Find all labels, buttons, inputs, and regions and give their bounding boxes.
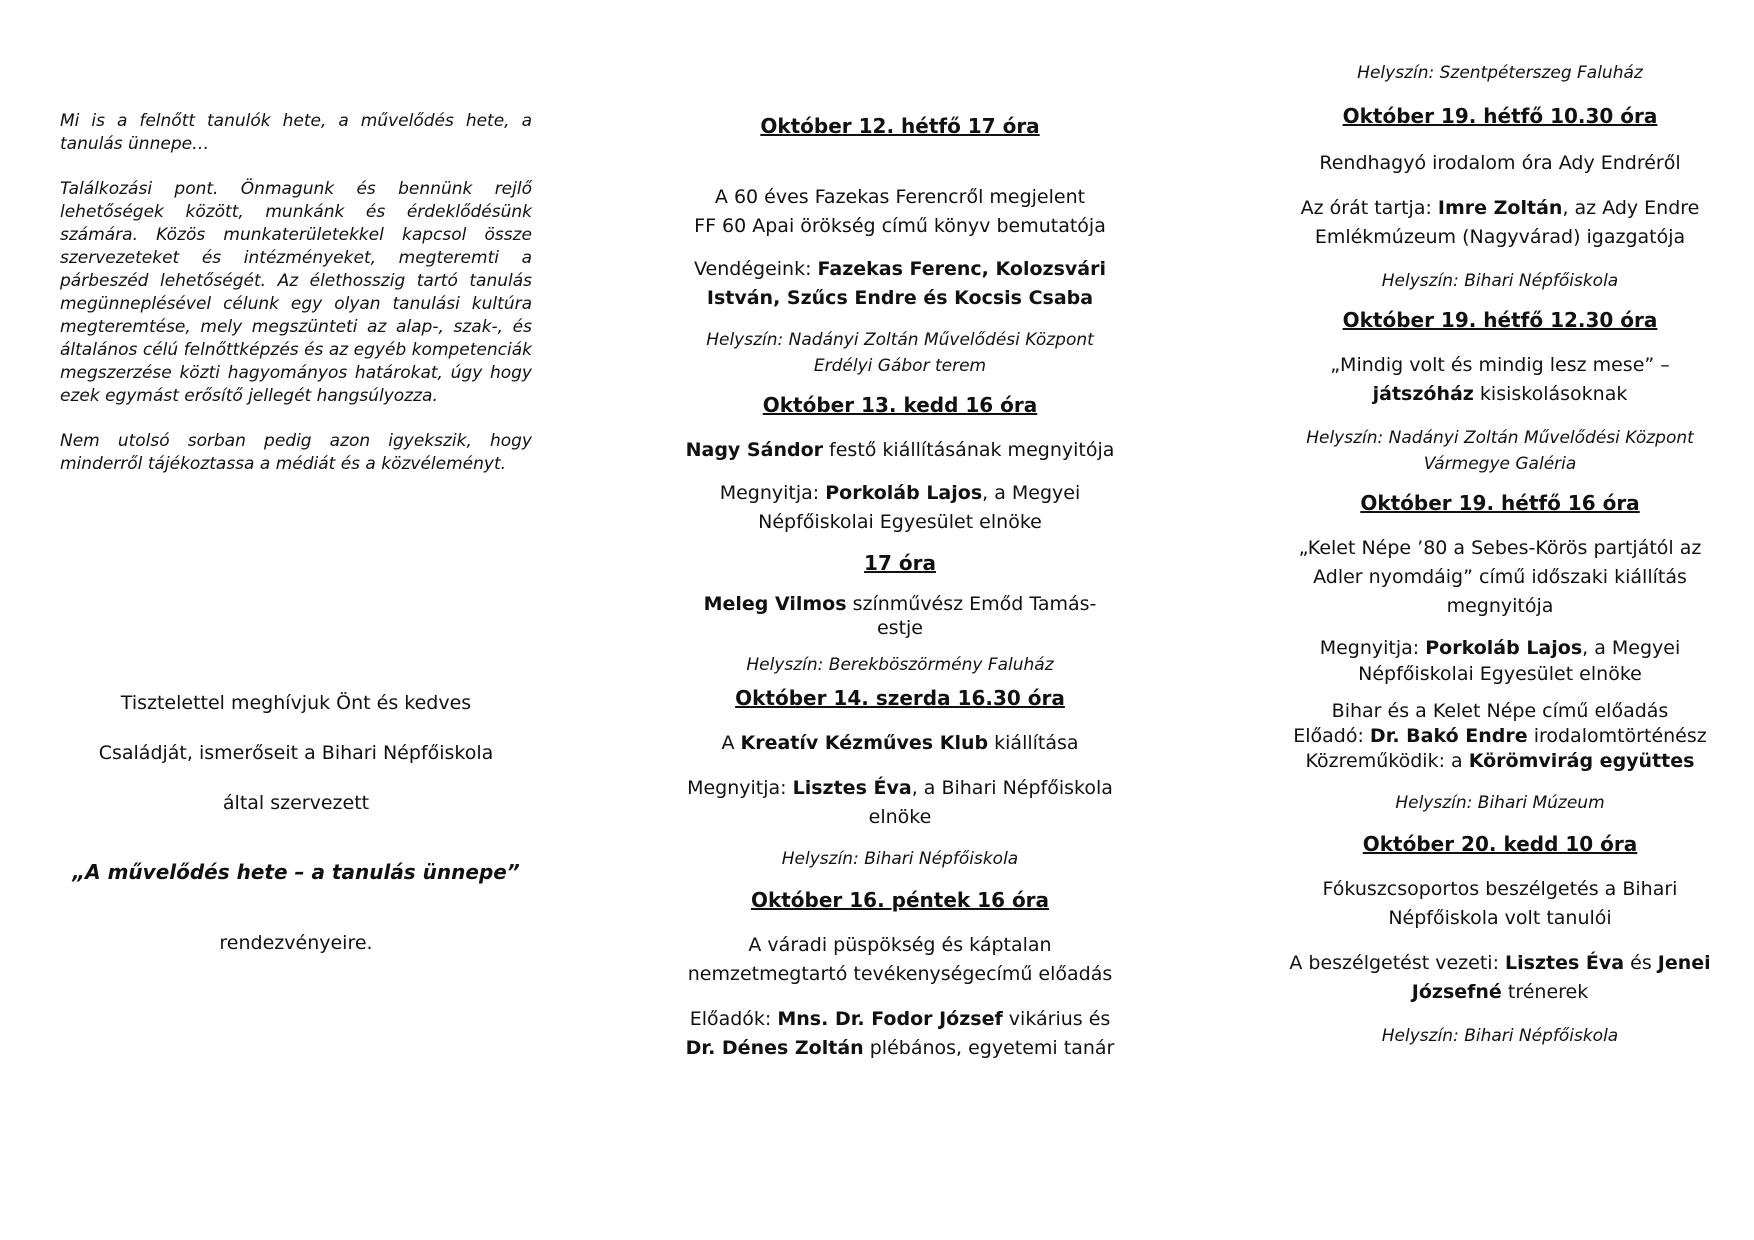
desc-line: nemzetmegtartó tevékenységecímű előadás [687,963,1113,985]
desc-line: „Kelet Népe ’80 a Sebes-Körös partjától az [1298,537,1702,559]
event-description [1250,875,1750,933]
event-heading: Október 19. hétfő 16 óra [1360,491,1640,515]
event-heading: Október 19. hétfő 10.30 óra [1342,104,1658,128]
event-description [650,183,1150,241]
host-label: Az órát tartja: [1300,197,1438,219]
event-oct19-1230 [1250,306,1750,477]
speaker-name: Mns. Dr. Fodor József [777,1008,1003,1030]
event-description [650,592,1150,640]
opener-name: Porkoláb Lajos [1425,637,1583,659]
leader-name: Jenei [1657,952,1711,974]
event-oct12 [650,112,1150,379]
desc-text: „Mindig volt és mindig lesz mese” – [1330,354,1670,376]
event-heading: Október 16. péntek 16 óra [750,888,1050,912]
opener-name: Porkoláb Lajos [825,482,983,504]
event-heading: 17 óra [864,551,936,575]
guests-names: István, Szűcs Endre és Kocsis Csaba [706,287,1094,309]
event-location: Helyszín: Bihari Népfőiskola [781,849,1019,869]
event-oct14 [650,684,1150,872]
speaker-role: plébános, egyetemi tanár [863,1037,1115,1059]
opener-role: Népfőiskolai Egyesület elnöke [1358,663,1642,685]
program-middle-column [650,112,1150,1063]
desc-line: FF 60 Apai örökség című könyv bemutatója [694,215,1106,237]
desc-text: estje [876,617,923,639]
event-talk [1250,699,1750,774]
coop-label: Közreműködik: a [1305,750,1469,772]
invitation-line-2: Családját, ismerőseit a Bihari Népfőiskola [98,742,494,764]
event-oct19-1030 [1250,102,1750,294]
performer-name: Meleg Vilmos [703,593,847,615]
event-description [650,729,1150,758]
opener-label: Megnyitja: [719,482,826,504]
event-description [1250,351,1750,409]
event-speakers [650,1005,1150,1063]
desc-text: A [721,732,741,754]
opener-label: Megnyitja: [1319,637,1426,659]
desc-text: festő kiállításának megnyitója [823,439,1115,461]
opener-label: Megnyitja: [687,777,793,799]
event-opener [1250,635,1750,687]
event-oct13-17 [650,549,1150,678]
desc-line: Fókuszcsoportos beszélgetés a Bihari [1322,878,1678,900]
location-line: Helyszín: Nadányi Zoltán Művelődési Központ [1306,428,1694,448]
event-location [650,327,1150,379]
event-description [650,436,1150,465]
program-right-column [1250,60,1750,1049]
desc-line: Adler nyomdáig” című időszaki kiállítás [1313,566,1687,588]
guests-names: Fazekas Ferenc, Kolozsvári [817,258,1106,280]
event-oct16 [650,886,1150,1063]
leader-name: Lisztes Éva [1505,952,1625,974]
intro-paragraph-2: Találkozási pont. Önmagunk és bennünk rejlő lehetőségek között, munkánk és érdeklődésünk számára. Közös munkaterületekkel kapcsol össze szervezeteket és intézményeket, megteremti a párbeszéd lehetőségét. Az élethosszig tartó tanulás megünneplésével célunk egy olyan tanulási kultúra megteremtése, mely megszünteti az alap-, szak-, és általános célú felnőttképzés és az egyéb kompetenciák megszerzése közti hagyományos határokat, úgy hogy ezek egymást erősítő jellegét hangsúlyozza. [60,179,532,406]
speakers-label: Előadók: [689,1008,778,1030]
opener-role: Népfőiskolai Egyesület elnöke [758,511,1042,533]
event-heading: Október 19. hétfő 12.30 óra [1342,308,1658,332]
event-heading: Október 12. hétfő 17 óra [760,114,1040,138]
desc-line: A váradi püspökség és káptalan [748,934,1052,956]
location-line: Helyszín: Nadányi Zoltán Művelődési Központ [706,330,1094,350]
opener-role: , a Megyei [1582,637,1681,659]
event-oct20 [1250,830,1750,1049]
desc-text: kisiskolásoknak [1473,383,1628,405]
club-name: Kreatív Kézműves Klub [740,732,989,754]
guests-label: Vendégeink: [694,258,812,280]
opener-role: elnöke [868,806,932,828]
event-heading: Október 13. kedd 16 óra [762,393,1038,417]
leaders-role: trénerek [1501,981,1589,1003]
event-heading: Október 20. kedd 10 óra [1362,832,1638,856]
desc-line: A 60 éves Fazekas Ferencről megjelent [714,186,1086,208]
intro-paragraph-3: Nem utolsó sorban pedig azon igyekszik, hogy minderről tájékoztassa a médiát és a közvéleményt. [60,431,532,474]
event-oct13 [650,391,1150,537]
ensemble-name: Körömvirág együttes [1468,750,1695,772]
desc-text: kiállítása [988,732,1079,754]
speaker-name: Dr. Dénes Zoltán [685,1037,864,1059]
talk-title: Bihar és a Kelet Népe című előadás [1331,700,1669,722]
speaker-label: Előadó: [1293,725,1370,747]
event-opener [650,774,1150,832]
conjunction: és [1624,952,1658,974]
invitation-line-1: Tisztelettel meghívjuk Önt és kedves [120,692,472,714]
event-host [1250,194,1750,252]
event-series-title: „A művelődés hete – a tanulás ünnepe” [72,860,520,884]
location-line: Vármegye Galéria [1423,454,1577,474]
host-role: Emlékmúzeum (Nagyvárad) igazgatója [1314,226,1686,248]
opener-role: , a Bihari Népfőiskola [911,777,1113,799]
speaker-role: irodalomtörténész [1527,725,1707,747]
event-opener [650,479,1150,537]
event-location: Helyszín: Bihari Múzeum [1395,793,1605,813]
desc-text: színművész Emőd Tamás- [846,593,1097,615]
event-heading: Október 14. szerda 16.30 óra [735,686,1065,710]
event-oct19-16 [1250,489,1750,816]
speaker-name: Dr. Bakó Endre [1369,725,1528,747]
invitation-line-3: által szervezett [222,792,370,814]
event-location: Helyszín: Bihari Népfőiskola [1381,1026,1619,1046]
event-location: Helyszín: Berekböszörmény Faluház [746,655,1054,675]
location-line: Erdélyi Gábor terem [813,356,987,376]
host-name: Imre Zoltán [1437,197,1563,219]
opener-role: , a Megyei [982,482,1081,504]
intro-text [60,110,532,498]
event-guests [650,255,1150,313]
opener-name: Lisztes Éva [792,777,912,799]
event-location: Helyszín: Bihari Népfőiskola [1381,271,1619,291]
event-location: Helyszín: Szentpéterszeg Faluház [1357,63,1643,83]
artist-name: Nagy Sándor [685,439,823,461]
event-description [1250,534,1750,621]
event-description [650,931,1150,989]
intro-paragraph-1: Mi is a felnőtt tanulók hete, a művelődés hete, a tanulás ünnepe… [60,111,532,154]
invitation-line-5: rendezvényeire. [219,932,373,954]
host-role: , az Ady Endre [1562,197,1700,219]
leader-name: Józsefné [1411,981,1502,1003]
event-leaders [1250,949,1750,1007]
desc-line: Népfőiskola volt tanulói [1388,907,1612,929]
desc-line: megnyitója [1446,595,1554,617]
program-name: játszóház [1372,383,1474,405]
event-location [1250,425,1750,477]
speaker-role: vikárius és [1002,1008,1111,1030]
event-description: Rendhagyó irodalom óra Ady Endréről [1319,152,1681,174]
leaders-label: A beszélgetést vezeti: [1289,952,1506,974]
